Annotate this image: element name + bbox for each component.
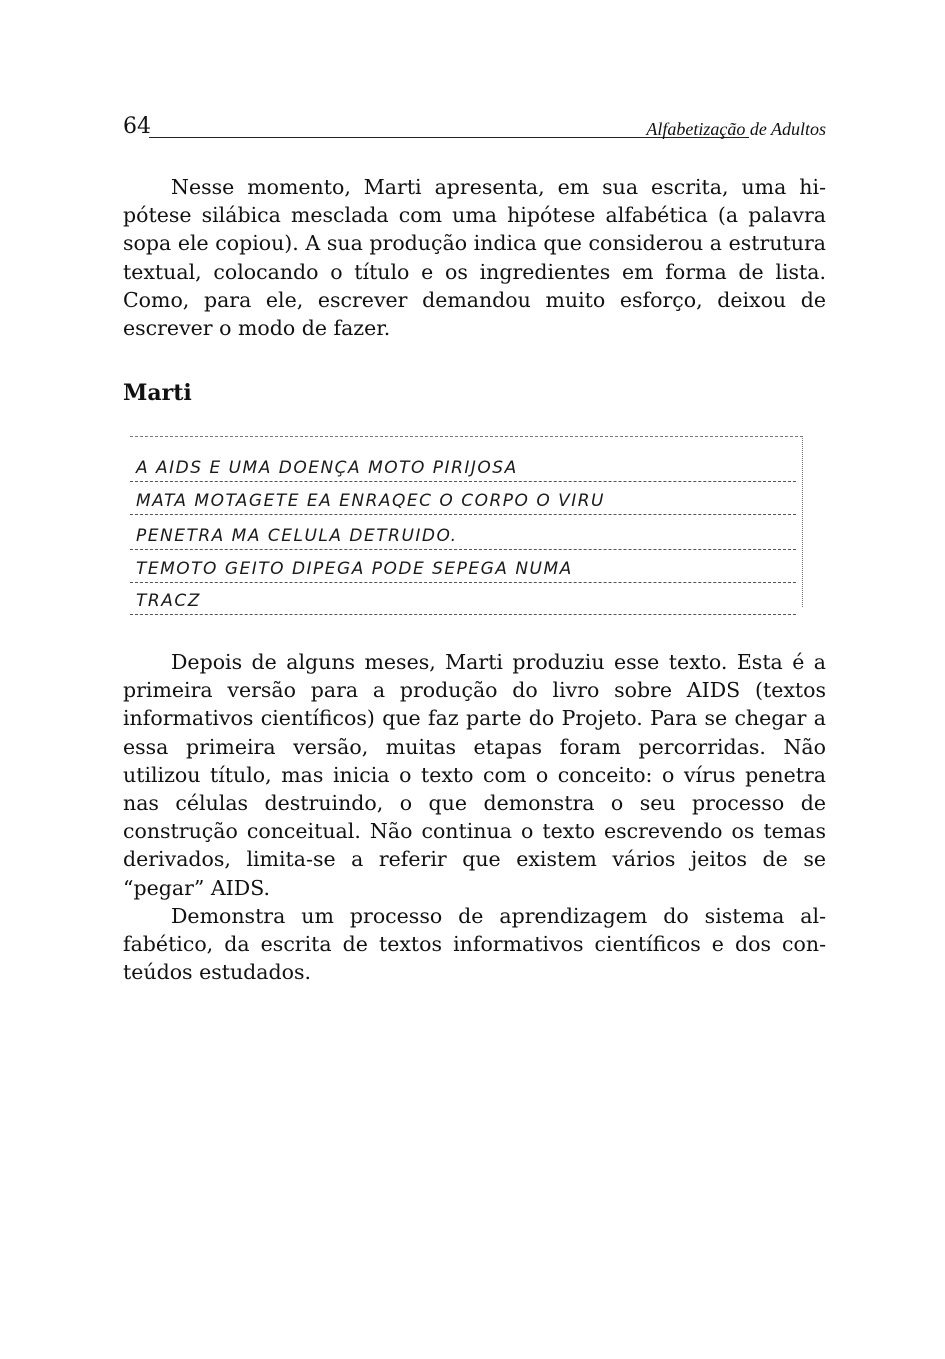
paragraph-3: Demonstra um processo de aprendizagem do sistema alfabético, da escrita de textos informativos científicos e dos conteúdos estudados. (123, 903, 826, 985)
text-block-1 (123, 173, 826, 342)
paragraph-1: Nesse momento, Marti apresenta, em sua escrita, uma hipótese silábica mesclada com uma hipótese alfabética (a palavra sopa ele copiou). A sua produção indica que considerou a estrutura textual, colocando o título e os ingredientes em forma de lista. Como, para ele, escrever demandou muito esforço, deixou de escrever o modo de fazer. (123, 175, 826, 341)
handwriting-line: A AIDS E UMA DOENÇA MOTO PIRIJOSA (130, 449, 796, 482)
running-title: Alfabetização de Adultos (646, 119, 826, 139)
page-number: 64 (123, 114, 151, 139)
paragraph-2: Depois de alguns meses, Marti produziu esse texto. Esta é a primeira versão para a produção do livro sobre AIDS (textos informativos científicos) que faz parte do Projeto. Para se chegar a essa primeira versão, muitas etapas foram percorridas. Não utilizou título, mas inicia o texto com o conceito: o vírus penetra nas células destruindo, o que demonstra o seu processo de construção conceitual. Não continua o texto escrevendo os temas derivados, limita-se a referir que existem vários jeitos de se “pegar” AIDS. (123, 650, 826, 900)
handwriting-line: TEMOTO GEITO DIPEGA PODE SEPEGA NUMA (130, 550, 796, 583)
page-header (123, 112, 826, 142)
handwriting-line: MATA MOTAGETE EA ENRAQEC O CORPO O VIRU (130, 482, 796, 515)
handwriting-line: TRACZ (130, 582, 796, 615)
handwritten-sample (130, 436, 803, 611)
section-heading: Marti (123, 380, 192, 406)
text-block-2 (123, 648, 826, 986)
handwriting-line: PENETRA MA CELULA DETRUIDO. (130, 517, 796, 550)
